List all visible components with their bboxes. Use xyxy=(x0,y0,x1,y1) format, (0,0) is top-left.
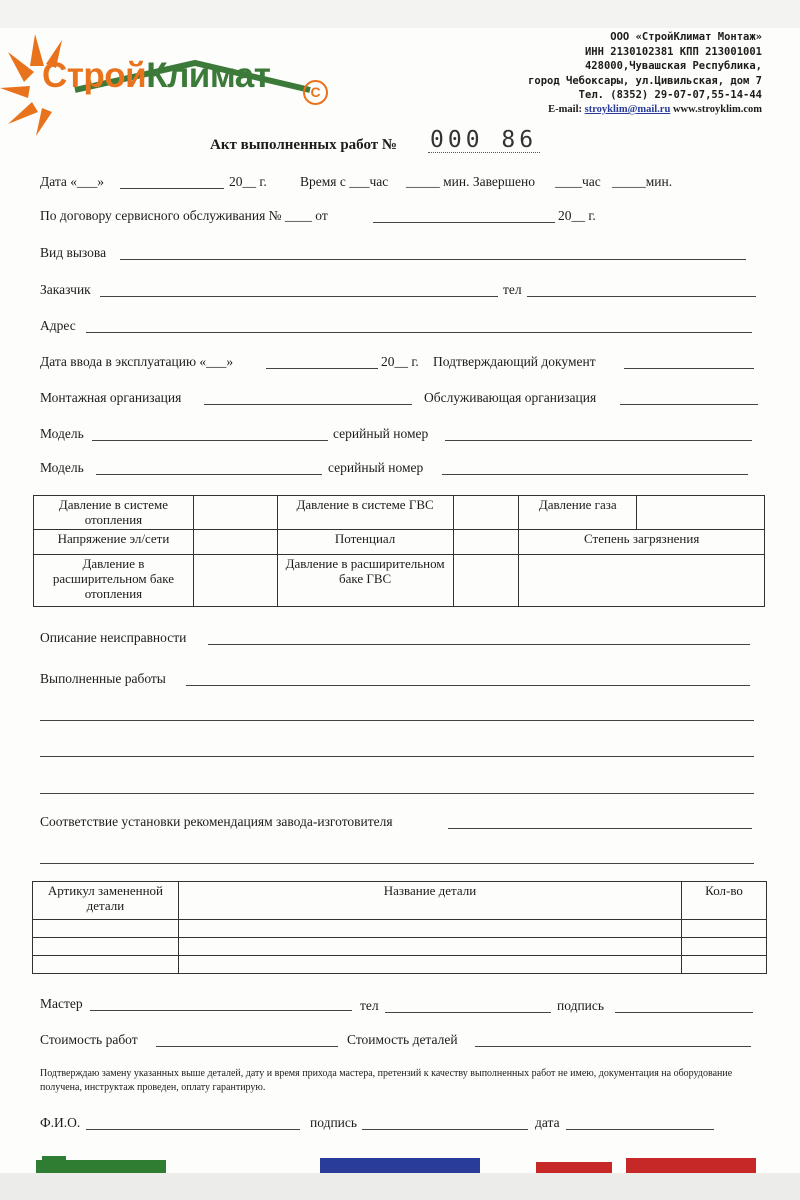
parts-col-article: Артикул замененной детали xyxy=(33,882,179,920)
cell-heating-tank-value[interactable] xyxy=(193,555,277,607)
fault-label: Описание неисправности xyxy=(40,630,187,645)
contract-year-label: 20__ г. xyxy=(558,208,596,223)
date-month-line[interactable] xyxy=(120,188,224,189)
copyright-mark: C xyxy=(303,80,328,105)
compliance-line-2[interactable] xyxy=(40,863,754,864)
parts-cost-line[interactable] xyxy=(475,1046,751,1047)
model1-label: Модель xyxy=(40,426,84,441)
customer-signature-line[interactable] xyxy=(362,1129,528,1130)
parts-col-name: Название детали xyxy=(178,882,681,920)
compliance-label: Соответствие установки рекомендациям завода-изготовителя xyxy=(40,814,393,829)
model1-line[interactable] xyxy=(92,440,328,441)
bottom-margin-strip xyxy=(0,1173,800,1200)
service-org-label: Обслуживающая организация xyxy=(424,390,597,405)
work-cost-label: Стоимость работ xyxy=(40,1032,138,1047)
master-line[interactable] xyxy=(90,1010,352,1011)
works-line-3[interactable] xyxy=(40,756,754,757)
master-phone-label: тел xyxy=(360,998,379,1013)
company-inn: ИНН 2130102381 КПП 213001001 xyxy=(584,45,762,58)
top-margin-strip xyxy=(0,0,800,28)
works-line-1[interactable] xyxy=(186,685,750,686)
logo-part-klimat: Климат xyxy=(146,56,271,95)
commission-year-label: 20__ г. xyxy=(381,354,419,369)
master-signature-label: подпись xyxy=(557,998,605,1013)
cell-gas-pressure-label: Давление газа xyxy=(519,496,637,530)
serial2-label: серийный номер xyxy=(328,460,424,475)
master-phone-line[interactable] xyxy=(385,1012,551,1013)
cell-voltage-label: Напряжение эл/сети xyxy=(34,530,194,555)
act-title: Акт выполненных работ № xyxy=(210,137,397,153)
company-address-line1: 428000,Чувашская Республика, xyxy=(584,60,762,73)
serial2-line[interactable] xyxy=(442,474,748,475)
customer-label: Заказчик xyxy=(40,282,91,297)
address-label: Адрес xyxy=(40,318,76,333)
company-address-line2: город Чебоксары, ул.Цивильская, дом 7 xyxy=(528,74,762,87)
cell-heating-tank-label: Давление в расширительном баке отопления xyxy=(34,555,194,607)
works-line-4[interactable] xyxy=(40,793,754,794)
install-org-line[interactable] xyxy=(204,404,412,405)
customer-phone-line[interactable] xyxy=(527,296,756,297)
works-line-2[interactable] xyxy=(40,720,754,721)
serial1-label: серийный номер xyxy=(333,426,429,441)
cell-gas-pressure-value[interactable] xyxy=(637,496,765,530)
cell-contamination-label: Степень загрязнения xyxy=(519,530,765,555)
date-label: Дата «___» xyxy=(40,174,105,189)
company-details xyxy=(528,30,762,118)
customer-phone-label: тел xyxy=(503,282,522,297)
act-number: 000 86 xyxy=(430,127,538,153)
install-org-label: Монтажная организация xyxy=(40,390,182,405)
confirm-doc-label: Подтверждающий документ xyxy=(433,354,596,369)
logo-wordmark xyxy=(42,56,270,96)
parts-col-qty: Кол-во xyxy=(682,882,767,920)
cell-potential-value[interactable] xyxy=(453,530,519,555)
email-label: E-mail: xyxy=(548,103,582,115)
contract-date-line[interactable] xyxy=(373,222,555,223)
contract-label: По договору сервисного обслуживания № ____ от xyxy=(40,208,328,223)
service-org-line[interactable] xyxy=(620,404,758,405)
customer-line[interactable] xyxy=(100,296,498,297)
customer-statement: Подтверждаю замену указанных выше деталей, дату и время прихода мастера, претензий к качеству выполненных работ не имею, документация на оборудование получена, инструктаж проведен, оплату гарантирую. xyxy=(40,1068,733,1093)
serial1-line[interactable] xyxy=(445,440,752,441)
cell-potential-label: Потенциал xyxy=(277,530,453,555)
company-name: ООО «СтройКлимат Монтаж» xyxy=(610,31,762,43)
customer-date-label: дата xyxy=(535,1115,560,1130)
date-year-label: 20__ г. xyxy=(229,174,267,189)
confirm-doc-line[interactable] xyxy=(624,368,754,369)
cell-voltage-value[interactable] xyxy=(193,530,277,555)
time-end-hour-label: ____час xyxy=(555,174,601,189)
cell-dhw-tank-value[interactable] xyxy=(453,555,519,607)
partner-logos-cropped-icon xyxy=(36,1156,766,1174)
master-signature-line[interactable] xyxy=(615,1012,753,1013)
parts-row[interactable] xyxy=(33,956,767,974)
cell-dhw-pressure-value[interactable] xyxy=(453,496,519,530)
company-site[interactable]: www.stroyklim.com xyxy=(672,103,762,115)
parts-row[interactable] xyxy=(33,938,767,956)
cell-contamination-value[interactable] xyxy=(519,555,765,607)
act-number-line xyxy=(428,152,540,153)
time-end-min-label: _____мин. xyxy=(612,174,673,189)
call-type-label: Вид вызова xyxy=(40,245,107,260)
cell-dhw-tank-label: Давление в расширительном баке ГВС xyxy=(277,555,453,607)
commission-date-line[interactable] xyxy=(266,368,378,369)
company-phone: Тел. (8352) 29-07-07,55-14-44 xyxy=(578,89,762,102)
works-label: Выполненные работы xyxy=(40,671,166,686)
commission-date-label: Дата ввода в эксплуатацию «___» xyxy=(40,354,234,369)
parts-table xyxy=(32,881,767,974)
time-start-label: Время с ___час xyxy=(300,174,389,189)
parameters-table xyxy=(33,495,765,607)
compliance-line-1[interactable] xyxy=(448,828,752,829)
parts-cost-label: Стоимость деталей xyxy=(347,1032,458,1047)
master-label: Мастер xyxy=(40,996,83,1011)
call-type-line[interactable] xyxy=(120,259,746,260)
cell-heating-pressure-value[interactable] xyxy=(193,496,277,530)
address-line[interactable] xyxy=(86,332,752,333)
model2-label: Модель xyxy=(40,460,84,475)
logo-part-stroy: Строй xyxy=(42,56,147,95)
fio-label: Ф.И.О. xyxy=(40,1115,81,1130)
customer-date-line[interactable] xyxy=(566,1129,714,1130)
fault-line[interactable] xyxy=(208,644,750,645)
parts-row[interactable] xyxy=(33,920,767,938)
work-cost-line[interactable] xyxy=(156,1046,338,1047)
time-start-min-label: _____ мин. Завершено xyxy=(406,174,536,189)
model2-line[interactable] xyxy=(96,474,322,475)
customer-signature-label: подпись xyxy=(310,1115,358,1130)
fio-line[interactable] xyxy=(86,1129,300,1130)
cell-heating-pressure-label: Давление в системе отопления xyxy=(34,496,194,530)
company-email-link[interactable]: stroyklim@mail.ru xyxy=(584,103,671,115)
cell-dhw-pressure-label: Давление в системе ГВС xyxy=(277,496,453,530)
